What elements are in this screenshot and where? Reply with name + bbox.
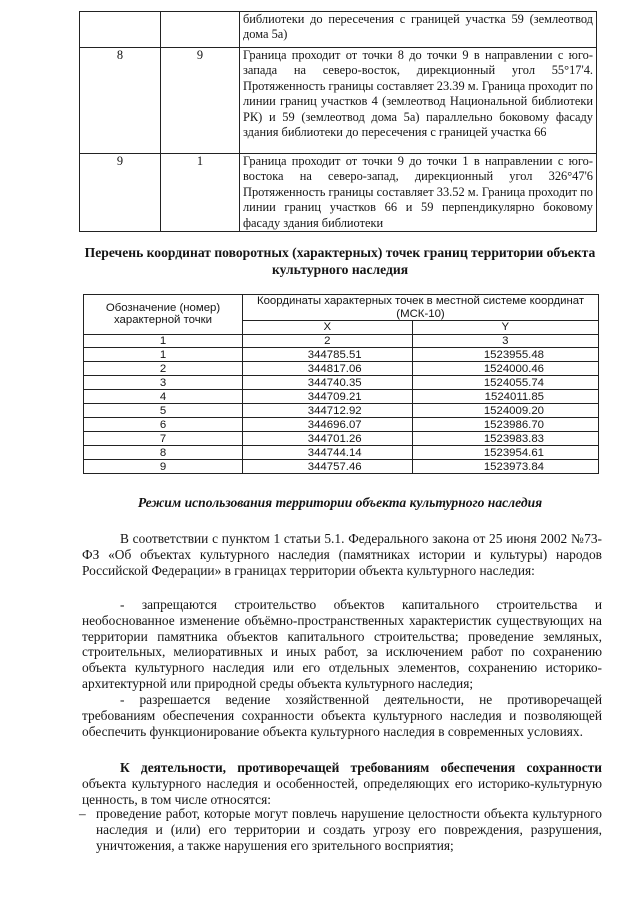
table-row xyxy=(84,348,599,362)
x-value: 344696.07 xyxy=(243,418,413,432)
point-number: 4 xyxy=(84,390,243,404)
table-header-row xyxy=(84,295,599,321)
y-value: 1524055.74 xyxy=(412,376,598,390)
boundary-text: библиотеки до пересечения с границей участка 59 (землеотвод дома 5а) xyxy=(243,12,593,42)
point-number: 5 xyxy=(84,404,243,418)
boundary-text: Граница проходит от точки 9 до точки 1 в направлении с юго-востока на северо-запад, дирекционный угол 326°47'6 Протяженность границы составляет 33.52 м. Граница проходит по линии границ участков 66 и 59 перпендикулярно боковому фасаду здания библиотеки xyxy=(243,154,593,230)
table-row xyxy=(80,154,597,232)
to-point-cell: 9 xyxy=(161,48,240,154)
paragraph-permissions: - разрешается ведение хозяйственной деятельности, не противоречащей требованиям обеспечения сохранности объекта культурного наследия и позволяющей обеспечить функционирование объекта культурного наследия в современных условиях. xyxy=(82,692,602,739)
coordinates-heading: Перечень координат поворотных (характерных) точек границ территории объекта культурного наследия xyxy=(84,245,596,277)
column-number: 2 xyxy=(243,334,413,348)
y-value: 1524000.46 xyxy=(412,362,598,376)
regime-heading: Режим использования территории объекта культурного наследия xyxy=(137,495,543,510)
list-item xyxy=(79,806,602,853)
table-row xyxy=(84,404,599,418)
from-point-cell xyxy=(80,12,161,48)
point-number: 6 xyxy=(84,418,243,432)
point-number: 9 xyxy=(84,460,243,474)
boundary-text-cell xyxy=(240,12,597,48)
x-value: 344740.35 xyxy=(243,376,413,390)
from-point-cell: 8 xyxy=(80,48,161,154)
table-row xyxy=(84,432,599,446)
x-value: 344785.51 xyxy=(243,348,413,362)
table-row xyxy=(84,390,599,404)
paragraph-lead-bold: К деятельности, противоречащей требованиям обеспечения сохранности xyxy=(120,760,602,775)
x-value: 344744.14 xyxy=(243,446,413,460)
point-number: 8 xyxy=(84,446,243,460)
point-number: 2 xyxy=(84,362,243,376)
y-value: 1523983.83 xyxy=(412,432,598,446)
point-number: 3 xyxy=(84,376,243,390)
y-value: 1523986.70 xyxy=(412,418,598,432)
point-column-header: Обозначение (номер) характерной точки xyxy=(84,295,243,335)
column-number: 3 xyxy=(412,334,598,348)
table-row xyxy=(84,446,599,460)
from-point-cell: 9 xyxy=(80,154,161,232)
coords-column-header: Координаты характерных точек в местной системе координат (МСК-10) xyxy=(243,295,599,321)
x-value: 344709.21 xyxy=(243,390,413,404)
boundary-description-table xyxy=(79,11,597,232)
list-item-text: проведение работ, которые могут повлечь нарушение целостности объекта культурного наследия и (или) его территории и создать угрозу его повреждения, разрушения, уничтожения, а также нарушения его зрительного восприятия; xyxy=(96,806,602,853)
point-number: 1 xyxy=(84,348,243,362)
paragraph-rest: объекта культурного наследия и особенностей, определяющих его историко-культурную ценность, в том числе относятся: xyxy=(82,775,602,807)
y-value: 1524011.85 xyxy=(412,390,598,404)
paragraph-prohibitions: - запрещаются строительство объектов капитального строительства и необоснованное изменение объёмно-пространственных характеристик существующих на территории памятника объектов капитального строительства; проведение земляных, строительных, мелиоративных и иных работ, за исключением работ по сохранению объекта культурного наследия или его отдельных элементов, сохранению историко-архитектурной или природной среды объекта культурного наследия; xyxy=(82,597,602,691)
coordinates-table xyxy=(83,294,599,474)
y-column-header: Y xyxy=(412,321,598,335)
table-row xyxy=(80,48,597,154)
point-number: 7 xyxy=(84,432,243,446)
table-row xyxy=(84,362,599,376)
x-column-header: X xyxy=(243,321,413,335)
column-number-row xyxy=(84,334,599,348)
boundary-text-cell xyxy=(240,154,597,232)
boundary-text: Граница проходит от точки 8 до точки 9 в направлении с юго-запада на северо-восток, дирекционный угол 55°17'4. Протяженность границы составляет 23.39 м. Граница проходит по линии границ участков 4 (землеотвод Национальной библиотеки РК) и 59 (землеотвод дома 5а) параллельно боковому фасаду здания библиотеки до пересечения с границей участка 66 xyxy=(243,48,593,140)
paragraph-law-reference: В соответствии с пунктом 1 статьи 5.1. Федерального закона от 25 июня 2002 №73-ФЗ «Об объектах культурного наследия (памятниках истории и культуры) народов Российской Федерации» в границах территории объекта культурного наследия: xyxy=(82,531,602,578)
boundary-text-cell xyxy=(240,48,597,154)
y-value: 1523954.61 xyxy=(412,446,598,460)
x-value: 344817.06 xyxy=(243,362,413,376)
y-value: 1523973.84 xyxy=(412,460,598,474)
list-dash: – xyxy=(79,806,86,821)
table-row xyxy=(84,418,599,432)
table-row xyxy=(80,12,597,48)
x-value: 344757.46 xyxy=(243,460,413,474)
x-value: 344701.26 xyxy=(243,432,413,446)
y-value: 1524009.20 xyxy=(412,404,598,418)
column-number: 1 xyxy=(84,334,243,348)
table-row xyxy=(84,376,599,390)
to-point-cell xyxy=(161,12,240,48)
paragraph-contradicting-activity xyxy=(82,760,602,807)
to-point-cell: 1 xyxy=(161,154,240,232)
table-row xyxy=(84,460,599,474)
x-value: 344712.92 xyxy=(243,404,413,418)
y-value: 1523955.48 xyxy=(412,348,598,362)
